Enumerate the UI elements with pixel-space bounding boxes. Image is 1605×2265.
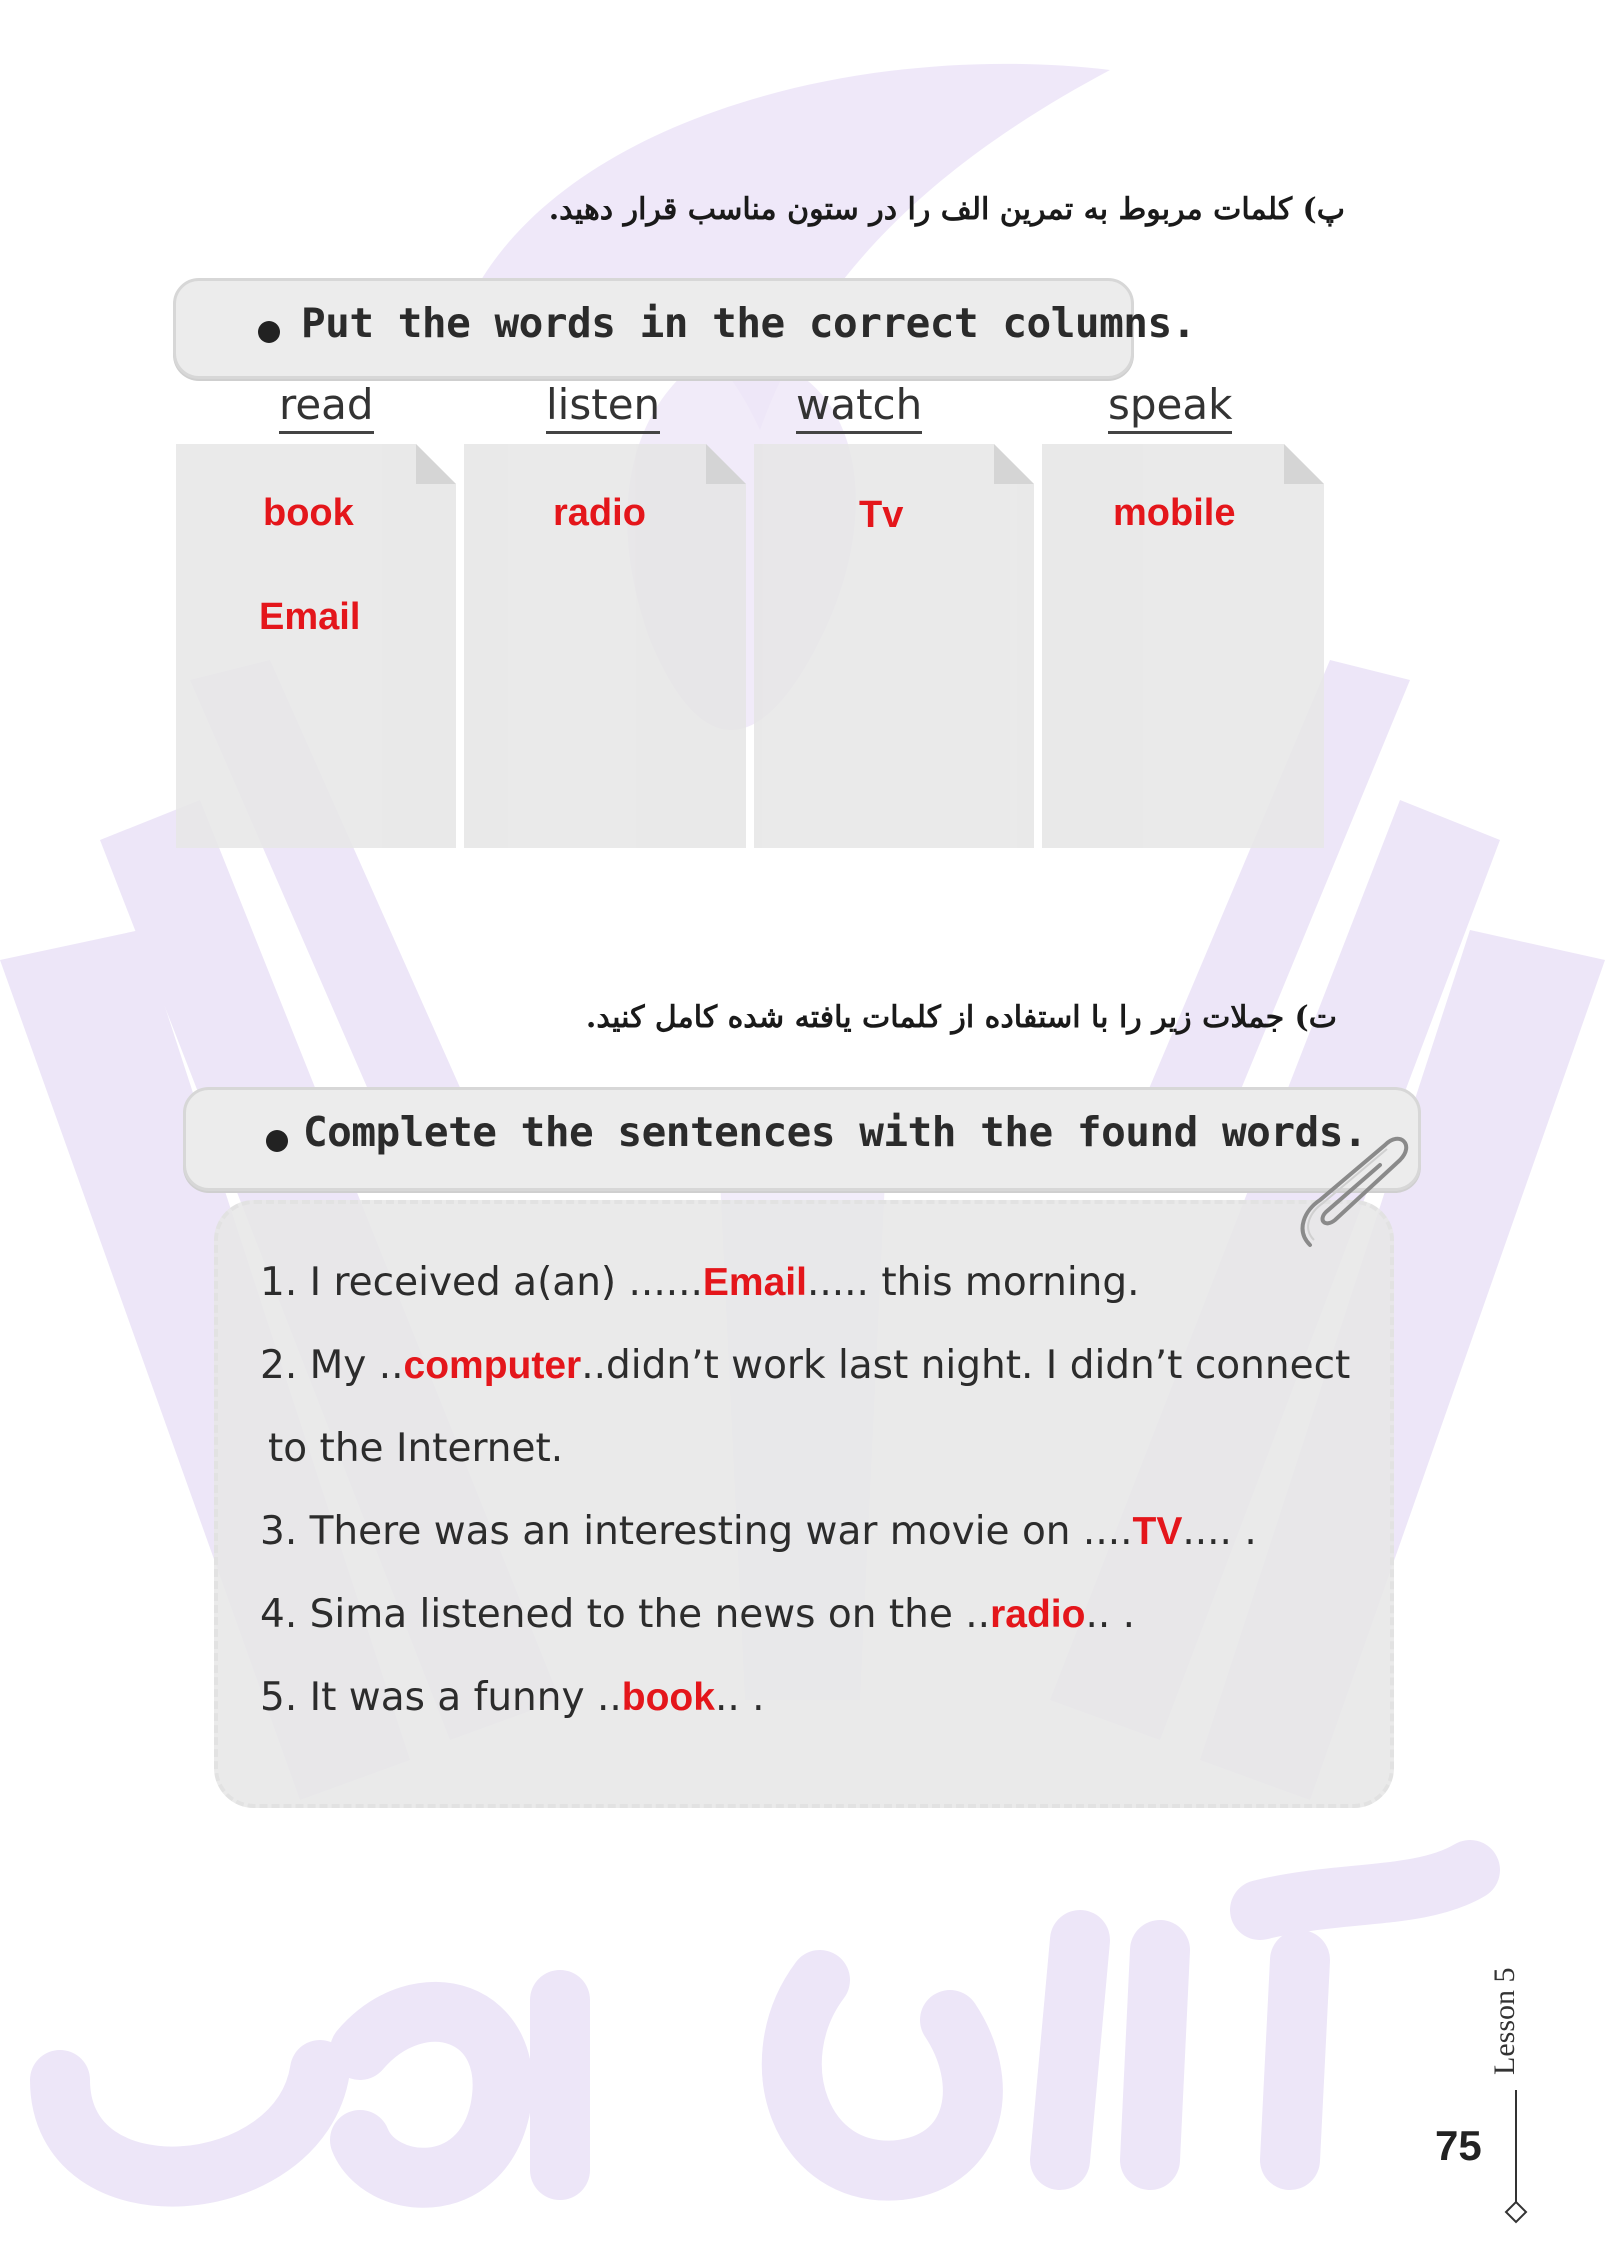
sentence-3: [260, 1509, 1257, 1554]
column-heading-listen: listen: [546, 380, 660, 434]
sentence-2-continued-text: to the Internet.: [268, 1426, 564, 1471]
bullet-icon: [266, 1130, 288, 1152]
sentence-4-before: 4. Sima listened to the news on the ..: [260, 1592, 991, 1637]
sentence-2-after: ..didn’t work last night. I didn’t connect: [581, 1343, 1351, 1388]
answer-read-2: Email: [259, 596, 361, 638]
sentence-1: [260, 1260, 1140, 1305]
exercise-title: Put the words in the correct columns.: [301, 299, 1196, 347]
answer-email: Email: [702, 1261, 807, 1304]
column-heading-read: read: [279, 380, 374, 434]
instruction-p: پ) کلمات مربوط به تمرین الف را در ستون مناسب قرار دهید.: [548, 192, 1345, 227]
paperclip-icon: [1290, 1120, 1410, 1260]
answer-read-1: book: [263, 492, 354, 534]
answer-book: book: [621, 1676, 715, 1719]
page-marker-icon: [1496, 2090, 1536, 2230]
sentence-2-continued: [268, 1426, 563, 1471]
answer-speak-1: mobile: [1113, 492, 1236, 534]
sentence-3-before: 3. There was an interesting war movie on ....: [260, 1509, 1133, 1554]
sentence-1-before: 1. I received a(an) ......: [260, 1260, 703, 1305]
sentence-4-after: .. .: [1085, 1592, 1136, 1637]
answer-tv: TV: [1132, 1510, 1183, 1553]
sentence-4: [260, 1592, 1135, 1637]
page-number: 75: [1435, 2122, 1482, 2169]
exercise-banner-2: [183, 1087, 1421, 1191]
exercise-title-2: Complete the sentences with the found words.: [303, 1108, 1368, 1156]
exercise-banner: [173, 278, 1196, 379]
bullet-icon: [258, 321, 280, 343]
sentence-3-after: .... .: [1182, 1509, 1257, 1554]
sentence-5-before: 5. It was a funny ..: [260, 1675, 622, 1720]
answer-radio: radio: [990, 1593, 1086, 1636]
answer-listen-1: radio: [553, 492, 646, 534]
answer-watch-1: Tv: [859, 494, 904, 536]
lesson-label: Lesson 5: [1488, 1967, 1521, 2075]
column-heading-speak: speak: [1108, 380, 1232, 434]
answer-computer: computer: [403, 1344, 582, 1387]
sentence-2-before: 2. My ..: [260, 1343, 404, 1388]
sentence-5: [260, 1675, 765, 1720]
instruction-t: ت) جملات زیر را با استفاده از کلمات یافته شده کامل کنید.: [585, 1000, 1337, 1035]
sentence-2: [260, 1343, 1350, 1388]
sentence-1-after: ..... this morning.: [806, 1260, 1140, 1305]
column-heading-watch: watch: [796, 380, 922, 434]
sentence-5-after: .. .: [714, 1675, 765, 1720]
